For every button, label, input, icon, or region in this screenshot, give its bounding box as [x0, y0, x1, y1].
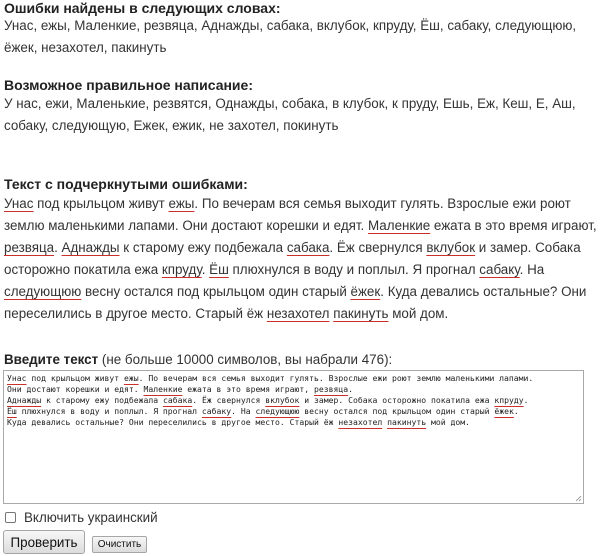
misspelled-word: ежы	[168, 196, 195, 211]
textarea-segment: и замер. Собака осторожно покатила ежа	[299, 395, 495, 405]
text-segment: и замер. Собака осторожно покатила ежа	[4, 240, 581, 277]
text-segment: плюхнулся в воду и поплыл. Я прогнал	[228, 262, 480, 277]
misspelled-word: пакинуть	[333, 306, 389, 321]
misspelled-word: вклубок	[426, 240, 476, 255]
textarea-line	[7, 417, 580, 428]
errors-heading: Ошибки найдены в следующих словах:	[4, 0, 281, 16]
misspelled-word: Ёш	[209, 262, 229, 277]
clear-button[interactable]: Очистить	[92, 536, 147, 553]
highlighted-text-heading: Текст с подчеркнутыми ошибками:	[4, 176, 248, 192]
textarea-line	[7, 384, 580, 395]
misspelled-word: сабаку	[479, 262, 520, 277]
text-segment: к старому ежу подбежала	[119, 240, 287, 255]
textarea-segment: . Ёж свернулся	[192, 395, 266, 405]
textarea-segment: . На	[231, 406, 256, 416]
textarea-segment: .	[513, 406, 519, 416]
textarea-segment: плюхнулся в воду и поплыл. Я прогнал	[16, 406, 202, 416]
misspelled-word: резвяца	[4, 240, 55, 255]
textarea-line	[7, 395, 580, 406]
errors-word-list: Унас, ежы, Маленкие, резвяца, Аднажды, сабака, вклубок, кпруду, Ёш, сабаку, следующюю, ёжек, незахотел, пакинуть	[4, 18, 577, 55]
text-segment: . Ёж свернулся	[329, 240, 427, 255]
misspelled-word: сабака	[162, 395, 193, 405]
ukrainian-checkbox-label: Включить украинский	[24, 510, 158, 525]
text-input-area[interactable]	[3, 370, 584, 504]
misspelled-word: Аднажды	[61, 240, 120, 255]
textarea-line	[7, 373, 580, 384]
misspelled-word: незахотел	[338, 417, 383, 427]
text-segment: .	[201, 262, 210, 277]
textarea-segment: мой дом.	[426, 417, 470, 427]
text-segment: . Куда девались остальные? Они переселились в другое место. Старый ёж	[4, 284, 587, 321]
misspelled-word: кпруду	[494, 395, 524, 405]
misspelled-word: Маленкие	[368, 218, 431, 233]
misspelled-word: сабаку	[201, 406, 232, 416]
misspelled-word: Ёш	[7, 406, 17, 416]
text-segment: мой дом.	[388, 306, 449, 321]
misspelled-word: следующюю	[255, 406, 300, 416]
misspelled-word: Унас	[7, 373, 27, 383]
textarea-segment: Они достают корешки и едят.	[7, 384, 144, 394]
text-segment: весну остался под крыльцом один старый	[81, 284, 351, 299]
input-label	[4, 352, 392, 367]
text-segment: под крыльцом живут	[33, 196, 169, 211]
textarea-segment: ежата в это время играют,	[182, 384, 315, 394]
misspelled-word: резвяца	[314, 384, 349, 394]
misspelled-word: Унас	[4, 196, 34, 211]
highlighted-text	[4, 193, 608, 325]
misspelled-word: ежы	[123, 373, 139, 383]
text-segment: . По вечерам вся семья выходит гулять. Взрослые ежи роют землю маленькими лапами. Они достают корешки и едят.	[4, 196, 571, 233]
textarea-segment: .	[523, 395, 529, 405]
misspelled-word: ёжек	[350, 284, 381, 299]
textarea-segment: под крыльцом живут	[26, 373, 124, 383]
text-segment: .	[54, 240, 62, 255]
textarea-line	[7, 406, 580, 417]
ukrainian-checkbox[interactable]	[5, 512, 16, 523]
misspelled-word: вклубок	[265, 395, 300, 405]
textarea-segment: . По вечерам вся семья выходит гулять. Взрослые ежи роют землю маленькими лапами.	[138, 373, 534, 383]
misspelled-word: ёжек	[494, 406, 514, 416]
misspelled-word: незахотел	[266, 306, 330, 321]
misspelled-word: сабака	[286, 240, 330, 255]
suggestions-heading: Возможное правильное написание:	[4, 77, 253, 93]
misspelled-word: следующюю	[4, 284, 82, 299]
input-label-counter: (не больше 10000 символов, вы набрали 476):	[98, 352, 393, 367]
suggestions-word-list: У нас, ежи, Маленькие, резвятся, Однажды, собака, в клубок, к пруду, Ешь, Еж, Кеш, Е, Аш, собаку, следующую, Ежек, ежик, не захотел, покинуть	[4, 96, 576, 133]
textarea-segment: .	[348, 384, 354, 394]
input-label-title: Введите текст	[4, 352, 99, 367]
misspelled-word: кпруду	[161, 262, 202, 277]
ukrainian-toggle[interactable]	[5, 510, 158, 525]
text-segment: . На	[519, 262, 545, 277]
check-button[interactable]: Проверить	[3, 530, 85, 554]
misspelled-word: Маленкие	[143, 384, 183, 394]
misspelled-word: пакинуть	[387, 417, 427, 427]
text-segment: ежата в это время играют,	[430, 218, 597, 233]
textarea-segment: Куда девались остальные? Они переселились в другое место. Старый ёж	[7, 417, 339, 427]
misspelled-word: Аднажды	[7, 395, 42, 405]
textarea-segment: к старому ежу подбежала	[41, 395, 163, 405]
resize-handle-icon[interactable]	[575, 495, 582, 502]
textarea-segment: весну остался под крыльцом один старый	[299, 406, 495, 416]
